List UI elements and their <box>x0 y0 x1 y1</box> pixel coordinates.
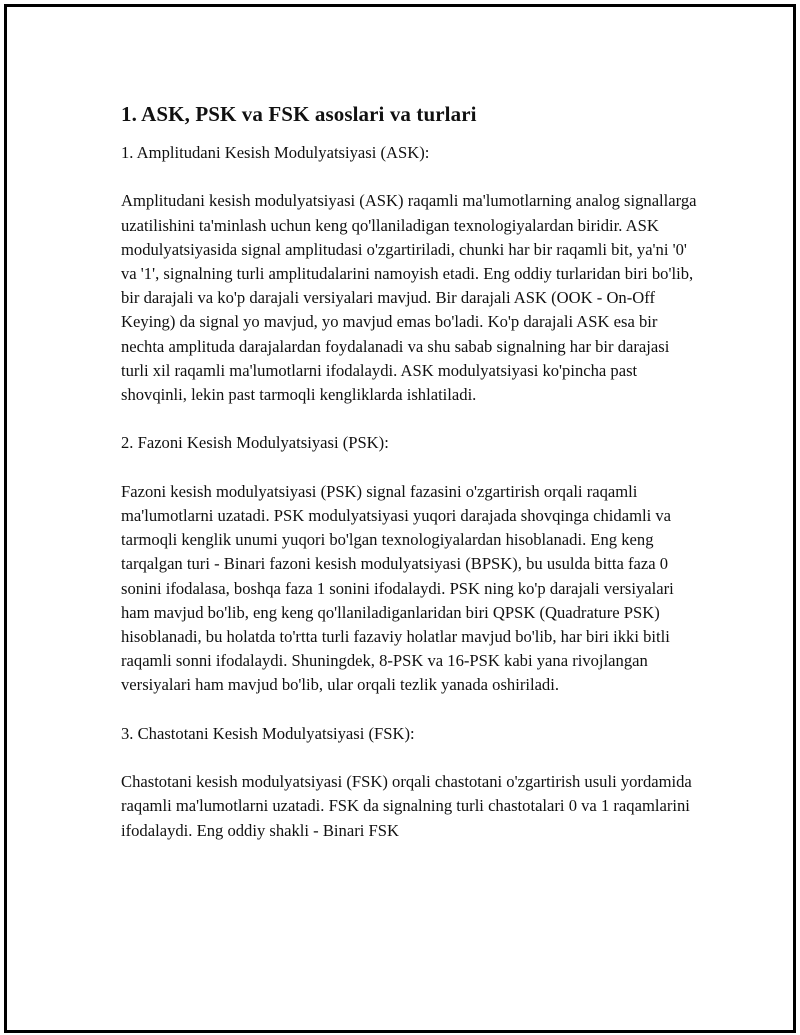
paragraph-gap <box>121 456 701 480</box>
paragraph-gap <box>121 746 701 770</box>
section-body-fsk: Chastotani kesish modulyatsiyasi (FSK) orqali chastotani o'zgartirish usuli yordamida raqamli ma'lumotlarni uzatadi. FSK da signalning turli chastotalari 0 va 1 raqamlarini ifodalaydi. Eng oddiy shakli - Binari FSK <box>121 772 692 840</box>
section-heading-fsk: 3. Chastotani Kesish Modulyatsiyasi (FSK): <box>121 723 415 743</box>
document-title: 1. ASK, PSK va FSK asoslari va turlari <box>121 102 477 126</box>
paragraph-gap <box>121 165 701 189</box>
section-body-psk: Fazoni kesish modulyatsiyasi (PSK) signal fazasini o'zgartirish orqali raqamli ma'lumotlarni uzatadi. PSK modulyatsiyasi yuqori darajada shovqinga chidamli va tarmoqli kenglik unumi yuqori bo'lgan texnologiyalardan hisoblanadi. Eng keng tarqalgan turi - Binari fazoni kesish modulyatsiyasi (BPSK), bu usulda bitta faza 0 sonini ifodalasa, boshqa faza 1 sonini ifodalaydi. PSK ning ko'p darajali versiyalari ham mavjud bo'lib, eng keng qo'llaniladiganlaridan biri QPSK (Quadrature PSK) hisoblanadi, bu holatda to'rtta turli fazaviy holatlar mavjud bo'lib, har biri ikki bitli raqamli sonni ifodalaydi. Shuningdek, 8-PSK va 16-PSK kabi yana rivojlangan versiyalari ham mavjud bo'lib, ular orqali tezlik yanada oshiriladi. <box>121 481 674 695</box>
section-heading-psk: 2. Fazoni Kesish Modulyatsiyasi (PSK): <box>121 433 389 453</box>
section-body-ask: Amplitudani kesish modulyatsiyasi (ASK) raqamli ma'lumotlarning analog signallarga uzatilishini ta'minlash uchun keng qo'llaniladigan texnologiyalardan biridir. ASK modulyatsiyasida signal amplitudasi o'zgartiriladi, chunki har bir raqamli bit, ya'ni '0' va '1', signalning turli amplitudalarini namoyish etadi. Eng oddiy turlaridan biri bo'lib, bir darajali va ko'p darajali versiyalari mavjud. Bir darajali ASK (OOK - On-Off Keying) da signal yo mavjud, yo mavjud emas bo'ladi. Ko'p darajali ASK esa bir nechta amplituda darajalardan foydalanadi va shu sabab signalning har bir darajasi turli xil raqamli ma'lumotlarni ifodalaydi. ASK modulyatsiyasi ko'pincha past shovqinli, lekin past tarmoqli kengliklarda ishlatiladi. <box>121 191 697 405</box>
document-content <box>121 100 701 843</box>
paragraph-gap <box>121 407 701 431</box>
paragraph-gap <box>121 698 701 722</box>
section-heading-ask: 1. Amplitudani Kesish Modulyatsiyasi (ASK): <box>121 143 430 162</box>
page-frame <box>4 4 796 1033</box>
